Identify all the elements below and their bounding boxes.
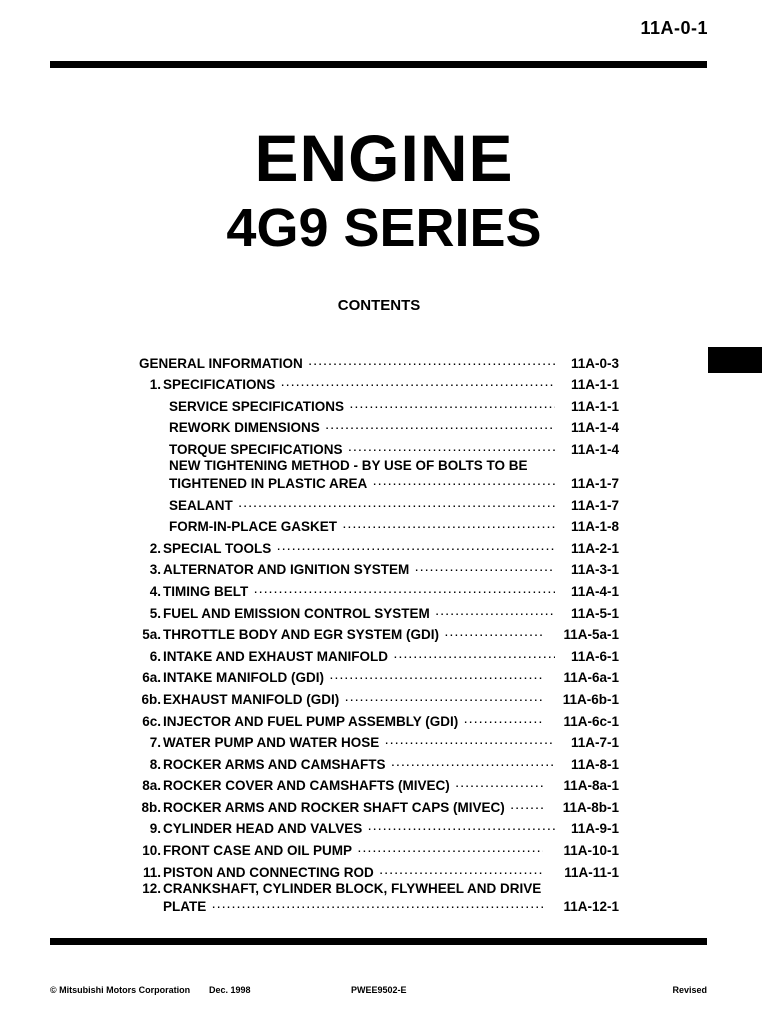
toc-entry[interactable] <box>139 599 619 621</box>
toc-entry-label: TIMING BELT <box>163 583 249 599</box>
document-subtitle: 4G9 SERIES <box>226 198 542 258</box>
toc-dot-leader <box>330 672 543 682</box>
contents-heading: CONTENTS <box>337 297 421 314</box>
toc-dot-leader <box>349 444 555 454</box>
toc-page-reference: 11A-9-1 <box>570 821 619 837</box>
toc-dot-leader <box>345 694 543 704</box>
toc-page-reference: 11A-12-1 <box>563 898 619 914</box>
toc-dot-leader <box>392 759 556 769</box>
toc-entry-number: 5a. <box>142 627 161 643</box>
toc-dot-leader <box>212 901 543 911</box>
toc-entry-label: SERVICE SPECIFICATIONS <box>169 398 345 414</box>
toc-dot-leader <box>511 802 543 812</box>
toc-page-reference: 11A-6a-1 <box>563 670 619 686</box>
toc-entry-label: FRONT CASE AND OIL PUMP <box>163 843 353 859</box>
toc-dot-leader <box>385 737 555 747</box>
toc-entry[interactable] <box>139 414 619 436</box>
toc-entry[interactable] <box>139 491 619 513</box>
toc-entry-number: 1. <box>149 377 161 393</box>
toc-dot-leader <box>380 867 543 877</box>
toc-entry-label: TORQUE SPECIFICATIONS <box>169 441 343 457</box>
toc-entry[interactable] <box>139 685 619 707</box>
toc-dot-leader <box>281 379 555 389</box>
toc-dot-leader <box>326 422 555 432</box>
toc-dot-leader <box>343 521 555 531</box>
table-of-contents <box>139 349 619 914</box>
toc-page-reference: 11A-1-8 <box>570 519 619 535</box>
footer-date: Dec. 1998 <box>209 985 251 995</box>
toc-entry-label: FUEL AND EMISSION CONTROL SYSTEM <box>163 605 430 621</box>
toc-entry-number: 6a. <box>142 670 161 686</box>
toc-entry-label: EXHAUST MANIFOLD (GDI) <box>163 691 340 707</box>
bottom-rule <box>50 938 707 945</box>
toc-entry-number: 7. <box>149 735 161 751</box>
footer-copyright: © Mitsubishi Motors Corporation <box>50 985 191 995</box>
toc-entry-label: CRANKSHAFT, CYLINDER BLOCK, FLYWHEEL AND DRIVE <box>163 880 542 896</box>
toc-page-reference: 11A-11-1 <box>564 864 619 880</box>
toc-entry-number: 9. <box>149 821 161 837</box>
toc-entry-number: 8. <box>149 756 161 772</box>
toc-entry-label-continued: TIGHTENED IN PLASTIC AREA <box>169 475 368 491</box>
toc-entry[interactable] <box>139 371 619 393</box>
toc-page-reference: 11A-1-7 <box>570 497 619 513</box>
toc-entry[interactable] <box>139 349 619 371</box>
toc-entry-number: 2. <box>149 540 161 556</box>
footer-publication-code: PWEE9502-E <box>351 985 407 995</box>
toc-entry-number: 11. <box>142 864 161 880</box>
toc-page-reference: 11A-6b-1 <box>562 691 619 707</box>
toc-dot-leader <box>368 823 555 833</box>
toc-page-reference: 11A-5-1 <box>570 605 619 621</box>
toc-entry-number: 5. <box>149 605 161 621</box>
toc-page-reference: 11A-3-1 <box>570 562 619 578</box>
top-rule <box>50 61 707 68</box>
toc-entry[interactable] <box>139 729 619 751</box>
toc-entry[interactable] <box>139 772 619 794</box>
toc-entry-label: PISTON AND CONNECTING ROD <box>163 864 374 880</box>
toc-entry-label: ROCKER ARMS AND ROCKER SHAFT CAPS (MIVEC) <box>163 799 505 815</box>
toc-page-reference: 11A-5a-1 <box>563 627 619 643</box>
toc-entry-number: 12. <box>142 880 161 896</box>
toc-entry-number: 8a. <box>142 778 161 794</box>
toc-entry[interactable] <box>139 621 619 643</box>
toc-dot-leader <box>464 716 543 726</box>
toc-entry[interactable] <box>139 577 619 599</box>
toc-entry-label: INTAKE MANIFOLD (GDI) <box>163 670 324 686</box>
toc-entry-label: CYLINDER HEAD AND VALVES <box>163 821 363 837</box>
toc-entry[interactable] <box>139 793 619 815</box>
toc-page-reference: 11A-1-7 <box>570 475 619 491</box>
toc-page-reference: 11A-1-4 <box>570 441 619 457</box>
toc-dot-leader <box>373 478 555 488</box>
toc-entry-number: 3. <box>149 562 161 578</box>
toc-dot-leader <box>415 564 555 574</box>
section-tab-marker <box>708 347 762 373</box>
toc-entry-label: SEALANT <box>169 497 233 513</box>
toc-entry-number: 4. <box>149 583 161 599</box>
toc-page-reference: 11A-8a-1 <box>563 778 619 794</box>
toc-entry-label: THROTTLE BODY AND EGR SYSTEM (GDI) <box>163 627 440 643</box>
toc-entry[interactable] <box>139 556 619 578</box>
toc-entry-number: 8b. <box>141 799 161 815</box>
toc-dot-leader <box>309 358 555 368</box>
toc-entry-number: 6. <box>149 648 161 664</box>
toc-entry-label-continued: PLATE <box>163 898 207 914</box>
toc-entry-number: 10. <box>142 843 161 859</box>
toc-entry-label: ROCKER COVER AND CAMSHAFTS (MIVEC) <box>163 778 450 794</box>
toc-entry[interactable] <box>139 642 619 664</box>
toc-page-reference: 11A-6-1 <box>570 648 619 664</box>
toc-page-reference: 11A-0-3 <box>570 355 619 371</box>
toc-entry[interactable] <box>139 750 619 772</box>
toc-entry-label: NEW TIGHTENING METHOD - BY USE OF BOLTS TO BE <box>169 457 528 473</box>
toc-entry[interactable] <box>139 836 619 858</box>
document-title: ENGINE <box>254 121 514 195</box>
toc-entry-label: FORM-IN-PLACE GASKET <box>169 519 337 535</box>
toc-entry[interactable] <box>139 513 619 535</box>
toc-entry-label: ROCKER ARMS AND CAMSHAFTS <box>163 756 386 772</box>
toc-entry-number: 6c. <box>142 713 161 729</box>
toc-entry-label: SPECIFICATIONS <box>163 377 276 393</box>
toc-entry[interactable] <box>139 392 619 414</box>
toc-entry[interactable] <box>139 534 619 556</box>
toc-page-reference: 11A-1-1 <box>570 377 619 393</box>
toc-dot-leader <box>277 543 555 553</box>
toc-entry[interactable] <box>139 664 619 686</box>
toc-dot-leader <box>456 780 543 790</box>
toc-entry[interactable] <box>139 707 619 729</box>
toc-entry-label: WATER PUMP AND WATER HOSE <box>163 735 380 751</box>
footer-revision-status: Revised <box>672 985 707 995</box>
toc-dot-leader <box>350 401 555 411</box>
toc-entry-label: ALTERNATOR AND IGNITION SYSTEM <box>163 562 410 578</box>
toc-entry[interactable] <box>139 457 619 491</box>
toc-entry-label: INTAKE AND EXHAUST MANIFOLD <box>163 648 388 664</box>
page-identifier: 11A-0-1 <box>640 18 708 38</box>
toc-entry-label: GENERAL INFORMATION <box>139 355 303 371</box>
toc-page-reference: 11A-10-1 <box>563 843 619 859</box>
toc-entry-label: INJECTOR AND FUEL PUMP ASSEMBLY (GDI) <box>163 713 459 729</box>
toc-entry-number: 6b. <box>141 691 161 707</box>
toc-entry[interactable] <box>139 858 619 880</box>
toc-page-reference: 11A-1-1 <box>570 398 619 414</box>
toc-dot-leader <box>394 651 555 661</box>
toc-page-reference: 11A-8b-1 <box>562 799 619 815</box>
toc-dot-leader <box>254 586 555 596</box>
toc-dot-leader <box>445 629 543 639</box>
toc-dot-leader <box>436 608 555 618</box>
toc-entry[interactable] <box>139 880 619 914</box>
toc-entry-label: REWORK DIMENSIONS <box>169 420 320 436</box>
toc-page-reference: 11A-4-1 <box>570 583 619 599</box>
toc-page-reference: 11A-7-1 <box>570 735 619 751</box>
toc-entry-label: SPECIAL TOOLS <box>163 540 272 556</box>
toc-page-reference: 11A-2-1 <box>570 540 619 556</box>
toc-dot-leader <box>358 845 543 855</box>
toc-dot-leader <box>239 500 555 510</box>
toc-page-reference: 11A-6c-1 <box>563 713 619 729</box>
toc-entry[interactable] <box>139 435 619 457</box>
toc-page-reference: 11A-8-1 <box>570 756 619 772</box>
toc-page-reference: 11A-1-4 <box>570 420 619 436</box>
toc-entry[interactable] <box>139 815 619 837</box>
